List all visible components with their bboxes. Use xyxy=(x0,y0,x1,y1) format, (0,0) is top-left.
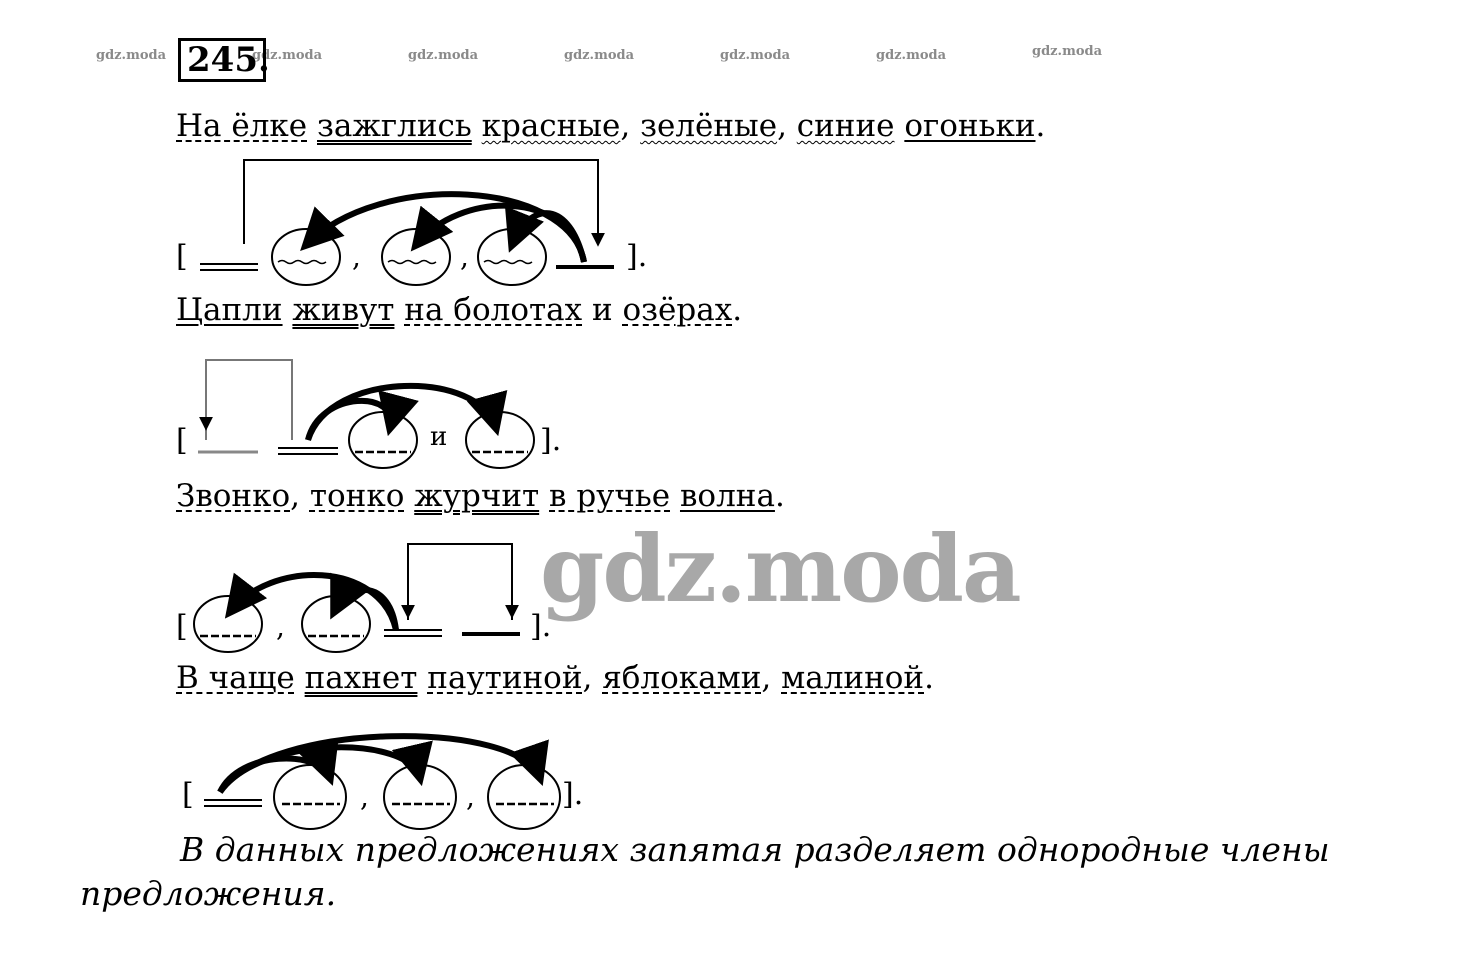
word: пахнет xyxy=(304,660,418,696)
word: зажглись xyxy=(317,108,472,144)
scheme-4 xyxy=(182,736,583,829)
watermark: gdz.moda xyxy=(876,48,947,63)
scheme-3 xyxy=(176,544,551,652)
svg-text:и: и xyxy=(430,422,448,452)
watermark: gdz.moda xyxy=(720,48,791,63)
svg-text:[: [ xyxy=(176,609,188,644)
sentence-4: В чаще пахнет паутиной, яблоками, малиной. xyxy=(176,660,934,696)
word: Звонко xyxy=(176,478,291,514)
svg-text:].: ]. xyxy=(540,423,562,458)
scheme-1 xyxy=(176,160,647,285)
word: озёрах xyxy=(622,292,733,328)
svg-text:,: , xyxy=(276,610,285,643)
scheme-2 xyxy=(176,360,561,468)
sentence-2: Цапли живут на болотах и озёрах. xyxy=(176,292,743,328)
word: зелёные xyxy=(640,108,778,144)
conjunction: и xyxy=(591,292,613,328)
word: огоньки xyxy=(904,108,1036,144)
svg-text:[: [ xyxy=(182,777,194,812)
word: Цапли xyxy=(176,292,283,328)
svg-text:,: , xyxy=(352,240,361,273)
svg-text:,: , xyxy=(466,780,475,813)
svg-text:,: , xyxy=(460,240,469,273)
conclusion-line-1: В данных предложениях запятая разделяет однородные члены xyxy=(180,830,1330,869)
word: живут xyxy=(292,292,395,328)
svg-text:].: ]. xyxy=(626,239,648,274)
svg-text:[: [ xyxy=(176,239,188,274)
sentence-1: На ёлке зажглись красные, зелёные, синие огоньки. xyxy=(176,108,1046,144)
word: в ручье xyxy=(549,478,671,514)
exercise-number: 245. xyxy=(178,38,266,82)
svg-text:].: ]. xyxy=(530,609,552,644)
watermark: gdz.moda xyxy=(564,48,635,63)
word: яблоками xyxy=(602,660,762,696)
word: журчит xyxy=(414,478,540,514)
word: паутиной xyxy=(427,660,583,696)
word: В чаще xyxy=(176,660,295,696)
conclusion-line-2: предложения. xyxy=(80,874,337,913)
word: тонко xyxy=(309,478,405,514)
word: на болотах xyxy=(404,292,583,328)
word: красные xyxy=(481,108,621,144)
svg-text:,: , xyxy=(360,780,369,813)
watermark: gdz.moda xyxy=(1032,44,1103,59)
watermark: gdz.moda xyxy=(252,48,323,63)
word: малиной xyxy=(781,660,925,696)
word: синие xyxy=(796,108,895,144)
svg-text:].: ]. xyxy=(562,777,584,812)
word: волна xyxy=(679,478,775,514)
watermark: gdz.moda xyxy=(408,48,479,63)
watermark: gdz.moda xyxy=(96,48,167,63)
svg-text:[: [ xyxy=(176,423,188,458)
watermark: gdz.moda xyxy=(540,515,1020,623)
word: На ёлке xyxy=(176,108,308,144)
sentence-3: Звонко, тонко журчит в ручье волна. xyxy=(176,478,785,514)
